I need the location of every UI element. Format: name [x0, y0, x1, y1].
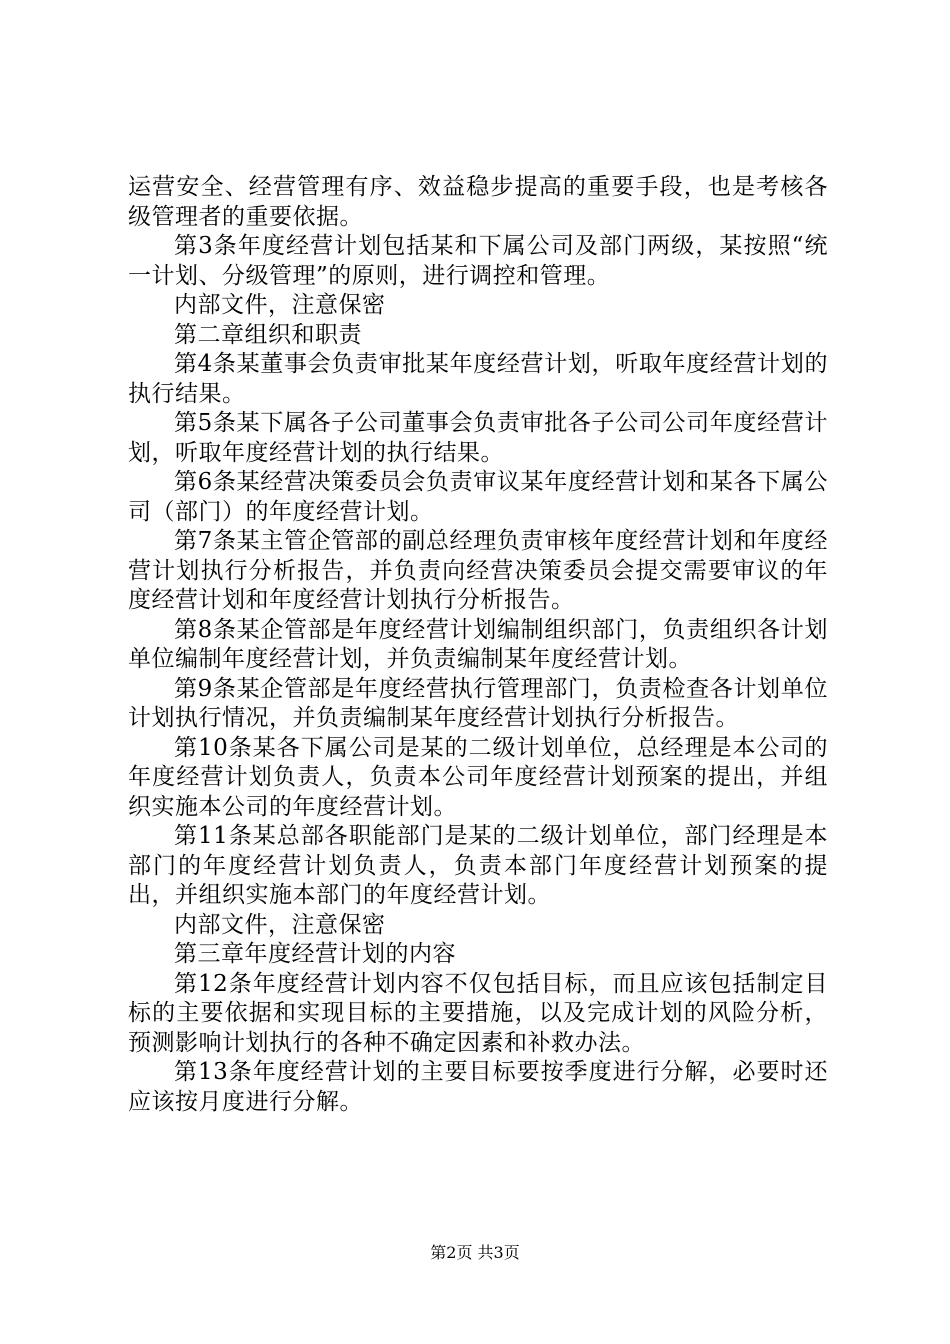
confidential-notice: 内部文件，注意保密 — [174, 911, 386, 938]
article-4: 第4条某董事会负责审批某年度经营计划，听取年度经营计划的执行结果。 — [128, 351, 828, 407]
article-10: 第10条某各下属公司是某的二级计划单位，总经理是本公司的年度经营计划负责人，负责本公司年度经营计划预案的提出，并组织实施本公司的年度经营计划。 — [128, 734, 828, 820]
article-12: 第12条年度经营计划内容不仅包括目标，而且应该包括制定目标的主要依据和实现目标的主要措施，以及完成计划的风险分析，预测影响计划执行的各种不确定因素和补救办法。 — [128, 970, 828, 1056]
chapter-heading-2: 第二章组织和职责 — [174, 321, 362, 348]
article-6: 第6条某经营决策委员会负责审议某年度经营计划和某各下属公司（部门）的年度经营计划。 — [128, 469, 828, 525]
article-3: 第3条年度经营计划包括某和下属公司及部门两级，某按照“统一计划、分级管理”的原则，进行调控和管理。 — [128, 233, 828, 289]
article-13: 第13条年度经营计划的主要目标要按季度进行分解，必要时还应该按月度进行分解。 — [128, 1059, 828, 1115]
article-11: 第11条某总部各职能部门是某的二级计划单位，部门经理是本部门的年度经营计划负责人，负责本部门年度经营计划预案的提出，并组织实施本部门的年度经营计划。 — [128, 823, 828, 908]
page-footer: 第2页 共3页 — [430, 1243, 520, 1262]
article-7: 第7条某主管企管部的副总经理负责审核年度经营计划和年度经营计划执行分析报告，并负责向经营决策委员会提交需要审议的年度经营计划和年度经营计划执行分析报告。 — [128, 528, 828, 613]
chapter-heading-3: 第三章年度经营计划的内容 — [174, 941, 456, 967]
article-9: 第9条某企管部是年度经营执行管理部门，负责检查各计划单位计划执行情况，并负责编制某年度经营计划执行分析报告。 — [128, 675, 828, 731]
article-8: 第8条某企管部是年度经营计划编制组织部门，负责组织各计划单位编制年度经营计划，并负责编制某年度经营计划。 — [128, 616, 828, 672]
paragraph-continued: 运营安全、经营管理有序、效益稳步提高的重要手段，也是考核各级管理者的重要依据。 — [128, 174, 828, 230]
article-5: 第5条某下属各子公司董事会负责审批各子公司公司年度经营计划，听取年度经营计划的执行结果。 — [128, 410, 828, 466]
confidential-notice: 内部文件，注意保密 — [174, 292, 386, 318]
document-body — [128, 173, 828, 1117]
